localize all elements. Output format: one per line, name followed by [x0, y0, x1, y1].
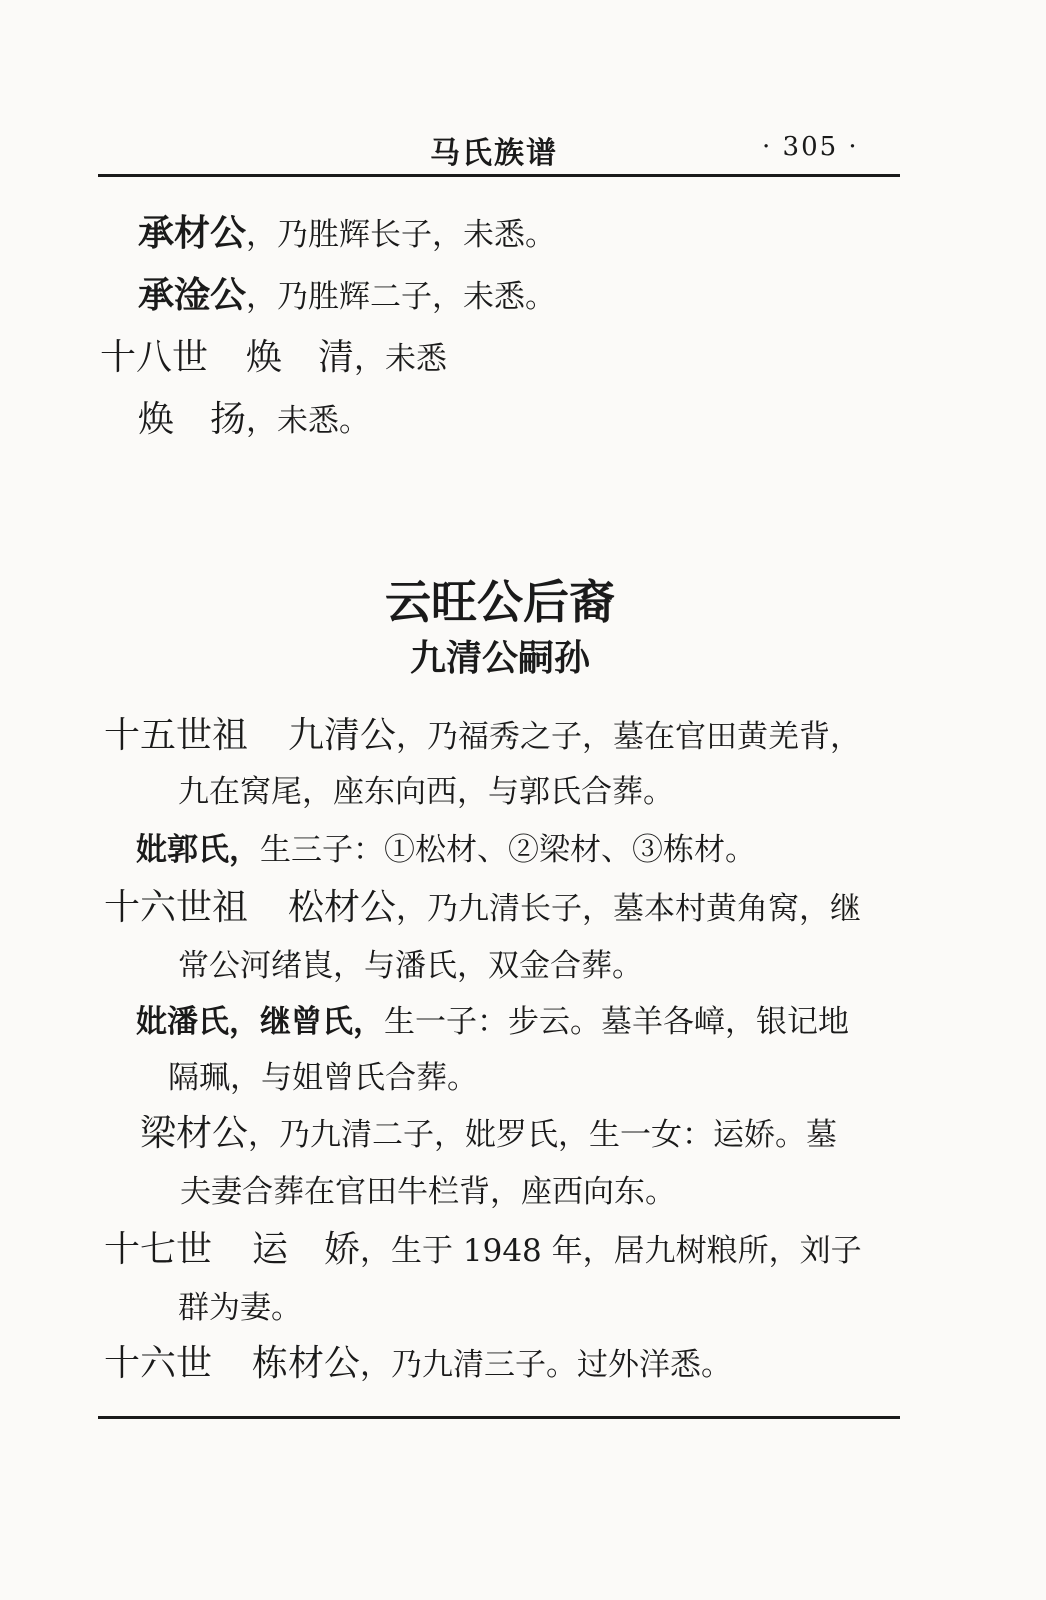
- entry-liangcai: [140, 1114, 837, 1155]
- page-number: · 305 ·: [762, 132, 859, 162]
- entry-yunjiao-cont: 群为妻。: [178, 1290, 302, 1326]
- entry-huanqing: [100, 338, 447, 379]
- entry-songcai: [104, 888, 861, 929]
- entry-liangcai-cont: 夫妻合葬在官田牛栏背，座西向东。: [180, 1174, 676, 1210]
- entry-text: ，乃九清长子，墓本村黄角窝，继: [396, 891, 862, 927]
- entry-panshi-cont: 隔珮，与姐曾氏合葬。: [168, 1060, 478, 1096]
- entry-name: 运 娇: [252, 1229, 361, 1270]
- header-divider: [98, 174, 900, 177]
- generation-label: 十八世: [100, 337, 209, 378]
- entry-name: 梁材公: [140, 1113, 249, 1154]
- footer-divider: [98, 1416, 900, 1419]
- entry-name: 栋材公: [252, 1343, 361, 1384]
- entry-name: 承淦公: [138, 275, 247, 316]
- entry-text: 生一子：步云。墓羊各嶂，银记地: [384, 1004, 849, 1040]
- entry-text: ，未悉。: [246, 403, 371, 439]
- generation-label: 十七世: [104, 1229, 213, 1270]
- entry-jiuqing: [104, 716, 861, 757]
- entry-lead: 妣潘氏，继曾氏，: [136, 1004, 384, 1040]
- entry-songcai-cont: 常公河绪崀，与潘氏，双金合葬。: [178, 948, 643, 984]
- generation-label: 十五世祖: [104, 715, 249, 756]
- entry-dongcai: [104, 1344, 732, 1385]
- entry-name: 焕 扬: [138, 399, 247, 440]
- entry-jiuqing-cont: 九在窝尾，座东向西，与郭氏合葬。: [178, 774, 674, 810]
- entry-name: 焕 清: [246, 337, 355, 378]
- entry-text: ，乃胜辉二子，未悉。: [246, 279, 557, 315]
- entry-guoshi: [136, 830, 756, 870]
- entry-lead: 妣郭氏，: [136, 832, 260, 868]
- generation-label: 十六世: [104, 1343, 213, 1384]
- entry-text: ，乃九清二子，妣罗氏，生一女：运娇。墓: [248, 1117, 838, 1153]
- entry-huanyang: [138, 400, 370, 441]
- entry-name: 九清公: [288, 715, 397, 756]
- entry-yunjiao: [104, 1230, 862, 1271]
- entry-name: 承材公: [138, 213, 247, 254]
- entry-text: ，生于 1948 年，居九树粮所，刘子: [360, 1233, 862, 1269]
- entry-chenggan: [138, 276, 556, 317]
- section-subtitle: 九清公嗣孙: [409, 638, 590, 679]
- entry-name: 松材公: [288, 887, 397, 928]
- entry-text: ，乃胜辉长子，未悉。: [246, 217, 557, 253]
- entry-text: ，乃福秀之子，墓在官田黄羌背，: [396, 719, 862, 755]
- section-title: 云旺公后裔: [385, 575, 615, 629]
- entry-text: 生三子：①松材、②梁材、③栋材。: [260, 832, 756, 868]
- entry-chengcai: [138, 214, 556, 255]
- entry-text: ，乃九清三子。过外洋悉。: [360, 1347, 733, 1383]
- entry-panshi: [136, 1002, 849, 1042]
- book-title: 马氏族谱: [430, 136, 558, 171]
- entry-text: ，未悉: [354, 341, 448, 377]
- generation-label: 十六世祖: [104, 887, 249, 928]
